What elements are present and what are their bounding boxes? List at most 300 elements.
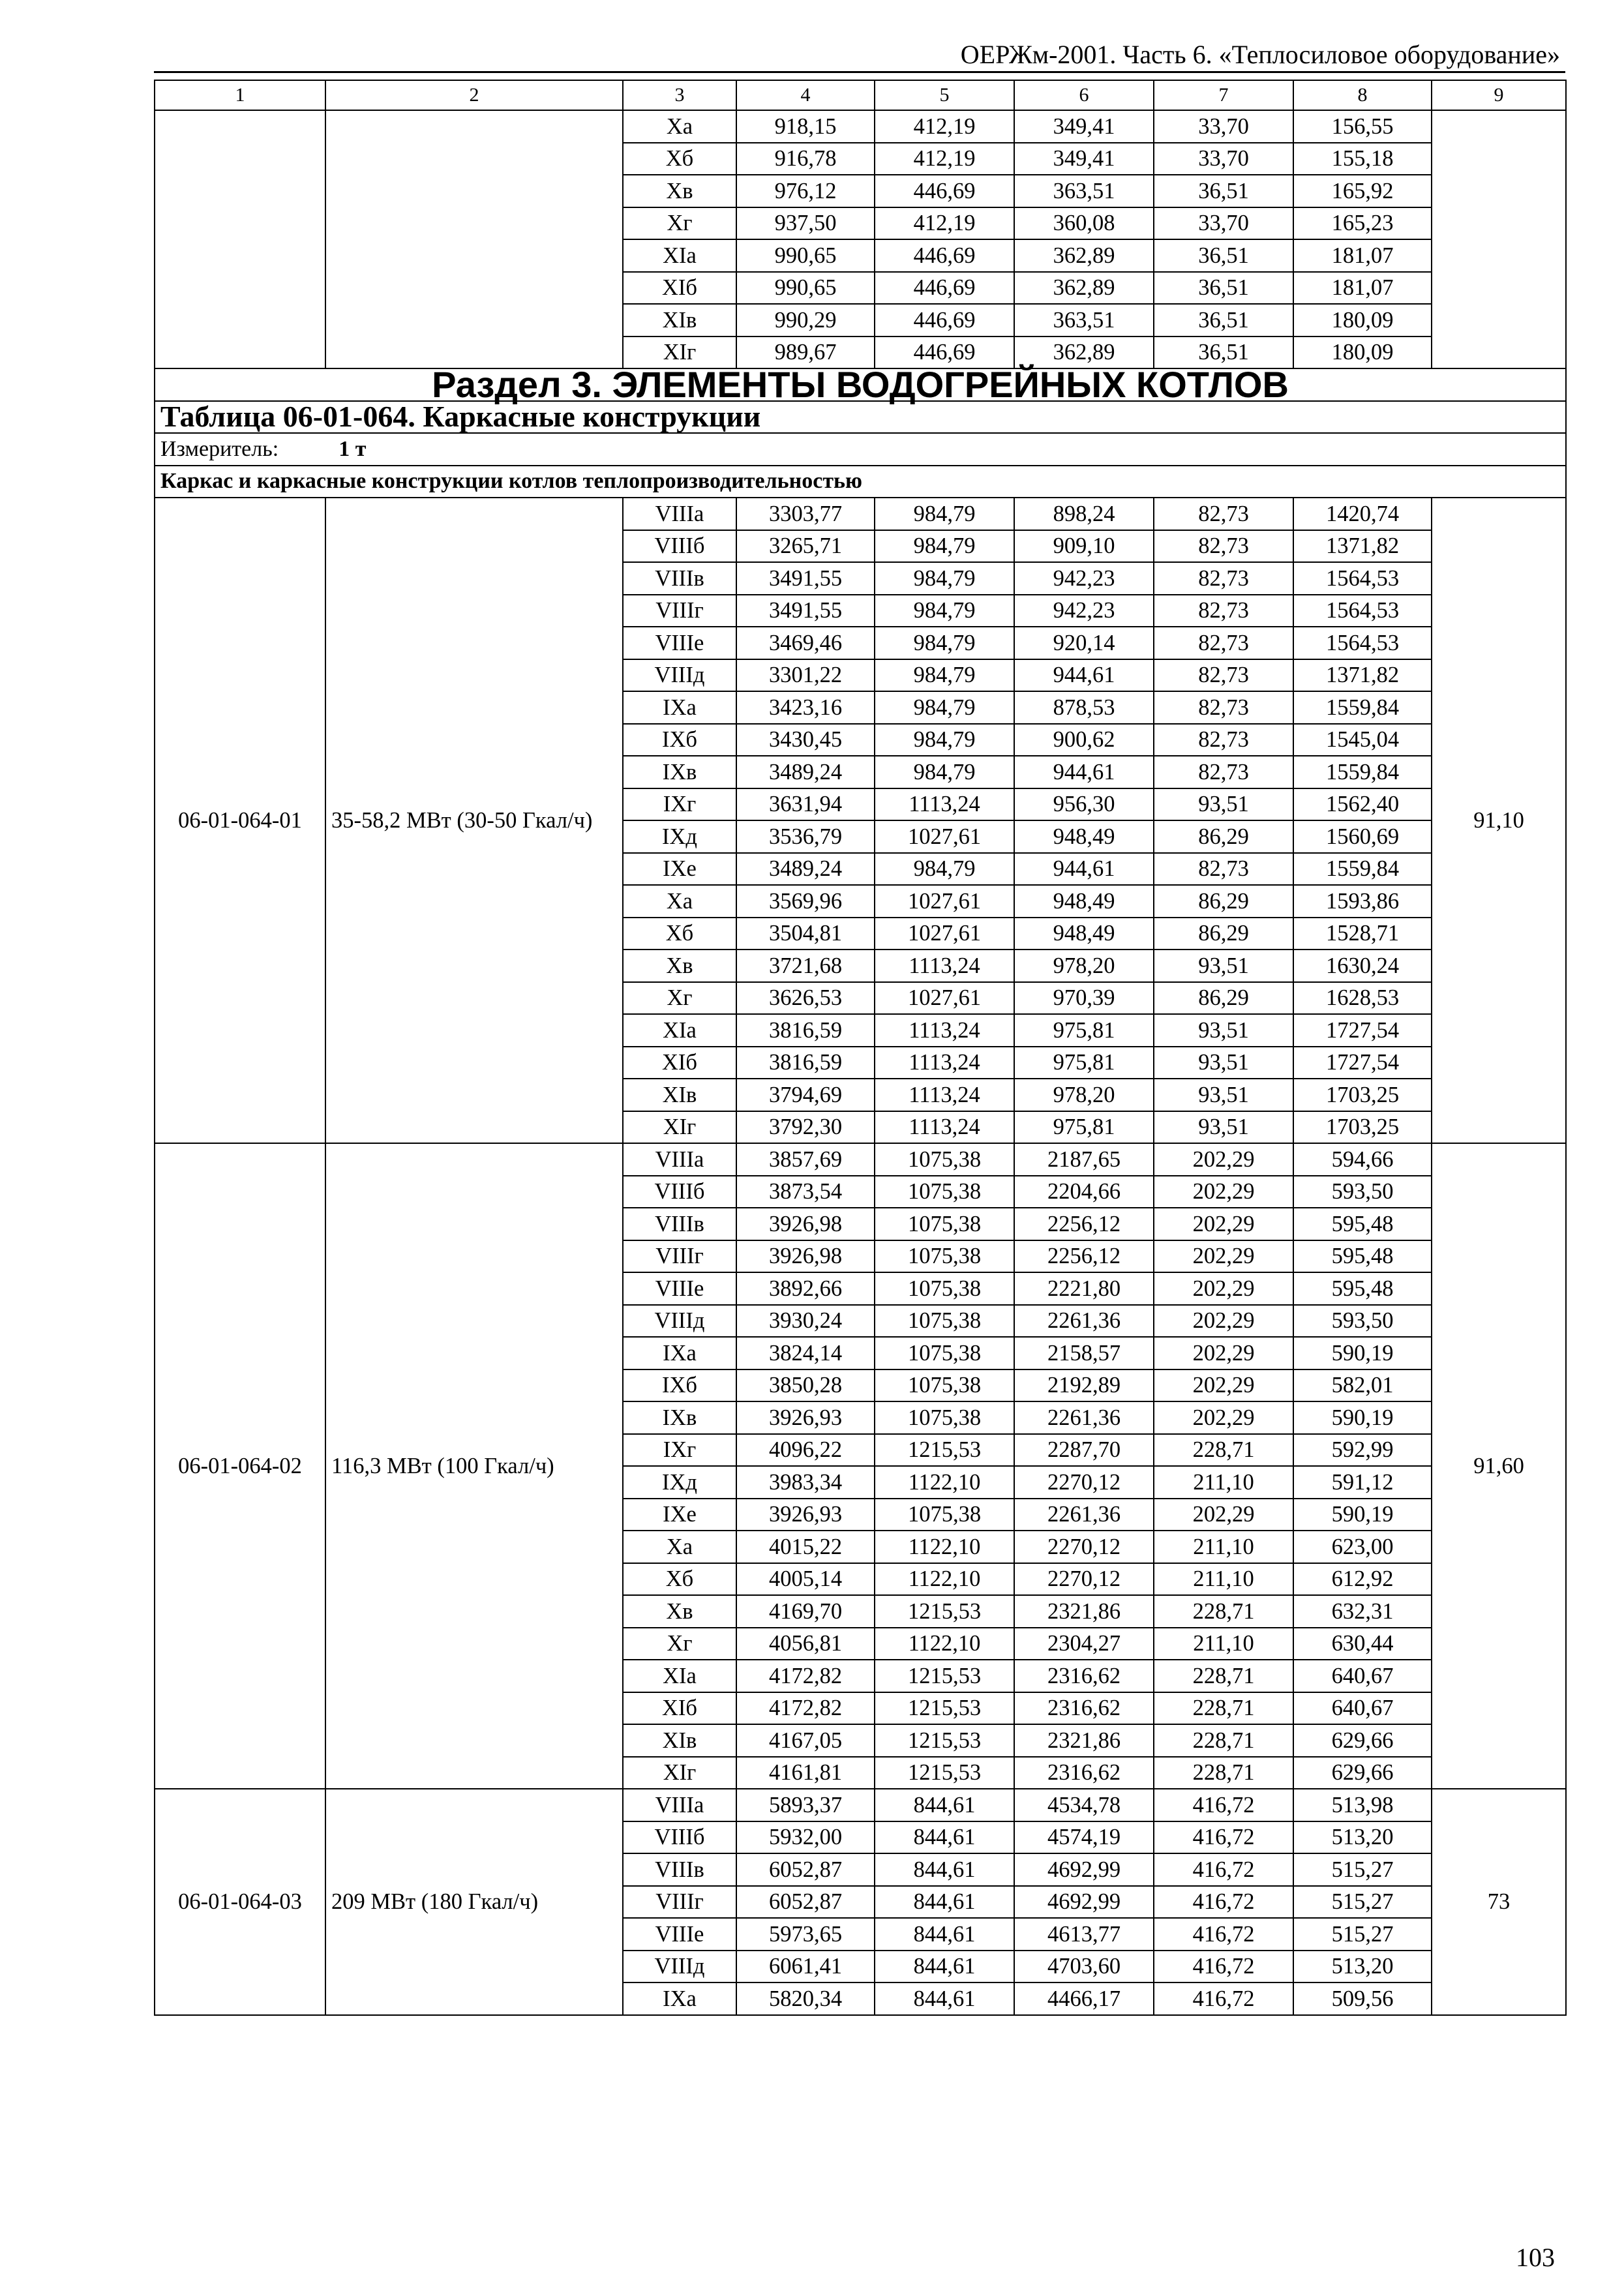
data-cell: 2270,12 — [1014, 1466, 1154, 1499]
data-cell: 3303,77 — [736, 498, 875, 530]
data-cell: 363,51 — [1014, 175, 1154, 207]
data-cell: 948,49 — [1014, 918, 1154, 950]
data-cell: 515,27 — [1293, 1886, 1432, 1919]
data-cell: 956,30 — [1014, 788, 1154, 821]
data-cell: IXг — [623, 788, 736, 821]
data-cell: 909,10 — [1014, 530, 1154, 563]
data-cell: 944,61 — [1014, 853, 1154, 886]
data-cell: Xг — [623, 982, 736, 1015]
data-cell: 362,89 — [1014, 239, 1154, 272]
data-cell: 1371,82 — [1293, 530, 1432, 563]
subheading: Каркас и каркасные конструкции котлов теплопроизводительностью — [155, 466, 1566, 498]
data-cell: 3857,69 — [736, 1143, 875, 1176]
data-cell: 1564,53 — [1293, 595, 1432, 627]
data-cell: XIв — [623, 304, 736, 337]
data-cell: 228,71 — [1154, 1757, 1293, 1789]
data-cell: 1703,25 — [1293, 1111, 1432, 1144]
data-cell: 1630,24 — [1293, 950, 1432, 982]
data-cell: VIIIа — [623, 1789, 736, 1821]
data-cell: 1075,38 — [875, 1499, 1014, 1531]
measure-cell — [155, 433, 1566, 466]
data-cell: 1113,24 — [875, 1111, 1014, 1144]
data-cell: 446,69 — [875, 175, 1014, 207]
data-cell: 595,48 — [1293, 1208, 1432, 1240]
data-cell: 82,73 — [1154, 562, 1293, 595]
data-cell: 2221,80 — [1014, 1272, 1154, 1305]
data-cell: 1560,69 — [1293, 820, 1432, 853]
data-cell: 4692,99 — [1014, 1853, 1154, 1886]
data-cell: 844,61 — [875, 1951, 1014, 1983]
column-number: 5 — [875, 80, 1014, 110]
column-number: 7 — [1154, 80, 1293, 110]
data-cell: IXе — [623, 853, 736, 886]
data-cell: 93,51 — [1154, 788, 1293, 821]
data-cell: 2256,12 — [1014, 1208, 1154, 1240]
data-cell: 4466,17 — [1014, 1982, 1154, 2015]
data-cell: 990,65 — [736, 239, 875, 272]
data-cell: 211,10 — [1154, 1628, 1293, 1660]
data-cell: VIIIа — [623, 498, 736, 530]
data-cell: XIб — [623, 1047, 736, 1079]
data-cell: 36,51 — [1154, 304, 1293, 337]
data-cell: 4161,81 — [736, 1757, 875, 1789]
data-cell: 211,10 — [1154, 1531, 1293, 1563]
data-cell: 975,81 — [1014, 1047, 1154, 1079]
data-cell: 3850,28 — [736, 1369, 875, 1402]
data-cell: 1215,53 — [875, 1660, 1014, 1692]
data-cell: 1215,53 — [875, 1595, 1014, 1628]
data-cell: 202,29 — [1154, 1337, 1293, 1369]
data-cell: VIIIг — [623, 595, 736, 627]
data-cell: 984,79 — [875, 562, 1014, 595]
data-cell: 1215,53 — [875, 1724, 1014, 1757]
data-cell: 844,61 — [875, 1982, 1014, 2015]
description-cell: 35-58,2 МВт (30-50 Гкал/ч) — [325, 498, 623, 1143]
data-cell: 1027,61 — [875, 820, 1014, 853]
data-cell: 3983,34 — [736, 1466, 875, 1499]
data-cell: 2270,12 — [1014, 1563, 1154, 1596]
data-cell: 944,61 — [1014, 756, 1154, 788]
data-cell: 1420,74 — [1293, 498, 1432, 530]
data-cell: 990,65 — [736, 272, 875, 305]
description-cell — [325, 110, 623, 368]
data-cell: 3301,22 — [736, 659, 875, 692]
data-cell: 4172,82 — [736, 1660, 875, 1692]
column-number: 4 — [736, 80, 875, 110]
data-cell: 2204,66 — [1014, 1176, 1154, 1208]
data-cell: 412,19 — [875, 110, 1014, 143]
measure-label: Измеритель: — [160, 436, 279, 461]
data-cell: 82,73 — [1154, 595, 1293, 627]
data-cell: 640,67 — [1293, 1692, 1432, 1725]
data-cell: 1628,53 — [1293, 982, 1432, 1015]
column-number: 3 — [623, 80, 736, 110]
data-cell: 990,29 — [736, 304, 875, 337]
data-cell: 156,55 — [1293, 110, 1432, 143]
data-cell: 33,70 — [1154, 110, 1293, 143]
data-cell: 2316,62 — [1014, 1692, 1154, 1725]
data-cell: XIа — [623, 1660, 736, 1692]
data-cell: 878,53 — [1014, 691, 1154, 724]
data-cell: 1075,38 — [875, 1401, 1014, 1434]
data-cell: XIв — [623, 1079, 736, 1111]
data-cell: 228,71 — [1154, 1724, 1293, 1757]
column-number: 9 — [1432, 80, 1566, 110]
data-cell: 2304,27 — [1014, 1628, 1154, 1660]
data-cell: IXа — [623, 1337, 736, 1369]
table-row — [155, 1143, 1566, 1176]
data-cell: 3926,98 — [736, 1240, 875, 1273]
data-cell: 4692,99 — [1014, 1886, 1154, 1919]
data-cell: 181,07 — [1293, 272, 1432, 305]
data-cell: IXа — [623, 691, 736, 724]
data-cell: 2256,12 — [1014, 1240, 1154, 1273]
data-cell: 416,72 — [1154, 1821, 1293, 1854]
data-cell: Xа — [623, 885, 736, 918]
data-cell: Xб — [623, 918, 736, 950]
table-row — [155, 1789, 1566, 1821]
data-cell: 1528,71 — [1293, 918, 1432, 950]
data-cell: 446,69 — [875, 272, 1014, 305]
data-cell: 978,20 — [1014, 950, 1154, 982]
data-cell: 86,29 — [1154, 885, 1293, 918]
data-cell: 984,79 — [875, 659, 1014, 692]
data-cell: IXд — [623, 820, 736, 853]
data-cell: 1559,84 — [1293, 691, 1432, 724]
data-cell: 82,73 — [1154, 530, 1293, 563]
data-cell: 975,81 — [1014, 1014, 1154, 1047]
data-cell: 590,19 — [1293, 1499, 1432, 1531]
data-cell: 82,73 — [1154, 691, 1293, 724]
data-cell: 181,07 — [1293, 239, 1432, 272]
data-cell: 948,49 — [1014, 820, 1154, 853]
description-cell: 116,3 МВт (100 Гкал/ч) — [325, 1143, 623, 1789]
data-cell: 3569,96 — [736, 885, 875, 918]
data-cell: 1564,53 — [1293, 562, 1432, 595]
data-cell: 6052,87 — [736, 1853, 875, 1886]
data-cell: 3926,93 — [736, 1499, 875, 1531]
data-cell: 416,72 — [1154, 1951, 1293, 1983]
data-cell: 509,56 — [1293, 1982, 1432, 2015]
data-cell: Xв — [623, 175, 736, 207]
data-cell: 82,73 — [1154, 756, 1293, 788]
data-cell: 3873,54 — [736, 1176, 875, 1208]
data-cell: 623,00 — [1293, 1531, 1432, 1563]
data-cell: 3824,14 — [736, 1337, 875, 1369]
data-cell: 844,61 — [875, 1918, 1014, 1951]
data-cell: 1075,38 — [875, 1143, 1014, 1176]
data-cell: 898,24 — [1014, 498, 1154, 530]
data-cell: 3265,71 — [736, 530, 875, 563]
data-cell: 2261,36 — [1014, 1499, 1154, 1531]
data-cell: 86,29 — [1154, 918, 1293, 950]
data-cell: VIIIв — [623, 562, 736, 595]
data-cell: 349,41 — [1014, 143, 1154, 175]
data-cell: 3794,69 — [736, 1079, 875, 1111]
data-cell: 202,29 — [1154, 1143, 1293, 1176]
data-cell: 1122,10 — [875, 1628, 1014, 1660]
data-cell: 4172,82 — [736, 1692, 875, 1725]
data-cell: 363,51 — [1014, 304, 1154, 337]
data-cell: Xа — [623, 110, 736, 143]
data-cell: 1113,24 — [875, 1079, 1014, 1111]
data-cell: Xа — [623, 1531, 736, 1563]
data-cell: 362,89 — [1014, 337, 1154, 369]
data-cell: 3491,55 — [736, 562, 875, 595]
data-cell: 165,23 — [1293, 207, 1432, 240]
data-cell: VIIIв — [623, 1208, 736, 1240]
data-cell: 228,71 — [1154, 1692, 1293, 1725]
data-cell: 4056,81 — [736, 1628, 875, 1660]
data-cell: 1559,84 — [1293, 756, 1432, 788]
data-cell: 593,50 — [1293, 1176, 1432, 1208]
data-cell: VIIIг — [623, 1240, 736, 1273]
data-cell: 362,89 — [1014, 272, 1154, 305]
data-cell: Xб — [623, 1563, 736, 1596]
data-cell: 1593,86 — [1293, 885, 1432, 918]
data-cell: VIIIе — [623, 1918, 736, 1951]
data-cell: 970,39 — [1014, 982, 1154, 1015]
data-cell: 1027,61 — [875, 918, 1014, 950]
data-cell: 942,23 — [1014, 595, 1154, 627]
data-cell: 595,48 — [1293, 1272, 1432, 1305]
data-cell: 33,70 — [1154, 143, 1293, 175]
section-title-row — [155, 368, 1566, 401]
data-cell: 2321,86 — [1014, 1595, 1154, 1628]
data-cell: 900,62 — [1014, 724, 1154, 756]
data-cell: 202,29 — [1154, 1305, 1293, 1338]
data-cell: 984,79 — [875, 853, 1014, 886]
data-cell: VIIIд — [623, 1305, 736, 1338]
data-cell: 82,73 — [1154, 724, 1293, 756]
data-cell: 1122,10 — [875, 1466, 1014, 1499]
data-cell: 412,19 — [875, 207, 1014, 240]
data-cell: 202,29 — [1154, 1401, 1293, 1434]
data-cell: 2192,89 — [1014, 1369, 1154, 1402]
data-cell: 591,12 — [1293, 1466, 1432, 1499]
data-cell: 3926,93 — [736, 1401, 875, 1434]
col9-cell — [1432, 110, 1566, 368]
data-cell: VIIIе — [623, 627, 736, 659]
data-cell: VIIIе — [623, 1272, 736, 1305]
data-cell: IXа — [623, 1982, 736, 2015]
data-cell: 5820,34 — [736, 1982, 875, 2015]
data-cell: 5973,65 — [736, 1918, 875, 1951]
table-title: Таблица 06-01-064. Каркасные конструкции — [155, 401, 1566, 434]
data-cell: 3504,81 — [736, 918, 875, 950]
data-cell: IXе — [623, 1499, 736, 1531]
data-cell: 1727,54 — [1293, 1014, 1432, 1047]
data-cell: 629,66 — [1293, 1724, 1432, 1757]
data-cell: 629,66 — [1293, 1757, 1432, 1789]
data-cell: 3816,59 — [736, 1047, 875, 1079]
data-cell: 202,29 — [1154, 1499, 1293, 1531]
data-cell: 416,72 — [1154, 1886, 1293, 1919]
data-cell: 1113,24 — [875, 950, 1014, 982]
data-cell: 2261,36 — [1014, 1305, 1154, 1338]
data-cell: 590,19 — [1293, 1337, 1432, 1369]
data-cell: XIа — [623, 1014, 736, 1047]
data-cell: 2316,62 — [1014, 1757, 1154, 1789]
data-cell: 4167,05 — [736, 1724, 875, 1757]
data-cell: 640,67 — [1293, 1660, 1432, 1692]
data-cell: 984,79 — [875, 530, 1014, 563]
data-cell: 5932,00 — [736, 1821, 875, 1854]
data-cell: 595,48 — [1293, 1240, 1432, 1273]
data-cell: 3430,45 — [736, 724, 875, 756]
data-cell: VIIIб — [623, 1176, 736, 1208]
data-cell: 4534,78 — [1014, 1789, 1154, 1821]
data-cell: 416,72 — [1154, 1918, 1293, 1951]
data-cell: 82,73 — [1154, 498, 1293, 530]
data-cell: 1564,53 — [1293, 627, 1432, 659]
data-cell: IXб — [623, 1369, 736, 1402]
data-cell: 3491,55 — [736, 595, 875, 627]
data-cell: 1559,84 — [1293, 853, 1432, 886]
data-cell: 1215,53 — [875, 1692, 1014, 1725]
data-cell: 36,51 — [1154, 272, 1293, 305]
data-cell: 1075,38 — [875, 1337, 1014, 1369]
data-cell: 202,29 — [1154, 1208, 1293, 1240]
data-cell: VIIIв — [623, 1853, 736, 1886]
data-cell: 582,01 — [1293, 1369, 1432, 1402]
data-cell: 844,61 — [875, 1821, 1014, 1854]
data-cell: 1371,82 — [1293, 659, 1432, 692]
data-cell: XIг — [623, 1111, 736, 1144]
data-cell: XIв — [623, 1724, 736, 1757]
data-cell: 228,71 — [1154, 1434, 1293, 1467]
data-cell: 2270,12 — [1014, 1531, 1154, 1563]
code-cell: 06-01-064-01 — [155, 498, 325, 1143]
data-cell: 6061,41 — [736, 1951, 875, 1983]
data-cell: VIIIб — [623, 1821, 736, 1854]
data-cell: 3930,24 — [736, 1305, 875, 1338]
data-cell: 976,12 — [736, 175, 875, 207]
data-cell: VIIIд — [623, 1951, 736, 1983]
data-cell: 844,61 — [875, 1789, 1014, 1821]
data-cell: 4574,19 — [1014, 1821, 1154, 1854]
data-cell: 1122,10 — [875, 1531, 1014, 1563]
data-cell: 1075,38 — [875, 1272, 1014, 1305]
data-cell: 4613,77 — [1014, 1918, 1154, 1951]
table-row — [155, 498, 1566, 530]
data-cell: 155,18 — [1293, 143, 1432, 175]
code-cell — [155, 110, 325, 368]
data-cell: 1113,24 — [875, 1014, 1014, 1047]
data-cell: 33,70 — [1154, 207, 1293, 240]
running-header: ОЕРЖм-2001. Часть 6. «Теплосиловое оборудование» — [154, 37, 1565, 73]
data-cell: 349,41 — [1014, 110, 1154, 143]
data-cell: 416,72 — [1154, 1853, 1293, 1886]
data-cell: IXг — [623, 1434, 736, 1467]
data-cell: 180,09 — [1293, 337, 1432, 369]
data-cell: 446,69 — [875, 337, 1014, 369]
data-cell: 3926,98 — [736, 1208, 875, 1240]
data-cell: 3489,24 — [736, 853, 875, 886]
table-row — [155, 110, 1566, 143]
column-number: 2 — [325, 80, 623, 110]
data-cell: 1075,38 — [875, 1176, 1014, 1208]
column-number: 8 — [1293, 80, 1432, 110]
data-cell: 3469,46 — [736, 627, 875, 659]
data-cell: 937,50 — [736, 207, 875, 240]
data-cell: 984,79 — [875, 724, 1014, 756]
data-cell: 202,29 — [1154, 1176, 1293, 1208]
data-cell: 513,20 — [1293, 1821, 1432, 1854]
data-cell: 515,27 — [1293, 1853, 1432, 1886]
col9-cell: 91,60 — [1432, 1143, 1566, 1789]
col9-cell: 73 — [1432, 1789, 1566, 2015]
data-cell: 6052,87 — [736, 1886, 875, 1919]
measure-unit: 1 т — [338, 436, 367, 461]
data-cell: XIб — [623, 1692, 736, 1725]
data-cell: 1027,61 — [875, 885, 1014, 918]
data-cell: 180,09 — [1293, 304, 1432, 337]
data-cell: 2316,62 — [1014, 1660, 1154, 1692]
data-cell: IXб — [623, 724, 736, 756]
table-title-row — [155, 401, 1566, 434]
data-cell: XIг — [623, 337, 736, 369]
data-cell: 86,29 — [1154, 820, 1293, 853]
data-cell: 4015,22 — [736, 1531, 875, 1563]
data-cell: 3489,24 — [736, 756, 875, 788]
data-cell: 3631,94 — [736, 788, 875, 821]
data-cell: 446,69 — [875, 239, 1014, 272]
data-cell: VIIIа — [623, 1143, 736, 1176]
column-number-row — [155, 80, 1566, 110]
price-table — [154, 80, 1567, 2016]
data-cell: 1215,53 — [875, 1434, 1014, 1467]
subheading-row — [155, 466, 1566, 498]
data-cell: 916,78 — [736, 143, 875, 175]
data-cell: 446,69 — [875, 304, 1014, 337]
data-cell: 3892,66 — [736, 1272, 875, 1305]
data-cell: 4703,60 — [1014, 1951, 1154, 1983]
data-cell: Xг — [623, 207, 736, 240]
data-cell: 844,61 — [875, 1853, 1014, 1886]
data-cell: 93,51 — [1154, 1079, 1293, 1111]
data-cell: 630,44 — [1293, 1628, 1432, 1660]
data-cell: 86,29 — [1154, 982, 1293, 1015]
data-cell: 920,14 — [1014, 627, 1154, 659]
data-cell: XIб — [623, 272, 736, 305]
data-cell: Xб — [623, 143, 736, 175]
data-cell: 36,51 — [1154, 175, 1293, 207]
data-cell: 93,51 — [1154, 1014, 1293, 1047]
data-cell: 202,29 — [1154, 1240, 1293, 1273]
data-cell: 918,15 — [736, 110, 875, 143]
data-cell: 984,79 — [875, 627, 1014, 659]
data-cell: 592,99 — [1293, 1434, 1432, 1467]
data-cell: 984,79 — [875, 595, 1014, 627]
data-cell: 944,61 — [1014, 659, 1154, 692]
data-cell: 1727,54 — [1293, 1047, 1432, 1079]
data-cell: 942,23 — [1014, 562, 1154, 595]
description-cell: 209 МВт (180 Гкал/ч) — [325, 1789, 623, 2015]
data-cell: 2287,70 — [1014, 1434, 1154, 1467]
data-cell: 3816,59 — [736, 1014, 875, 1047]
column-number: 1 — [155, 80, 325, 110]
data-cell: 1075,38 — [875, 1208, 1014, 1240]
data-cell: 5893,37 — [736, 1789, 875, 1821]
data-cell: 984,79 — [875, 691, 1014, 724]
data-cell: 2261,36 — [1014, 1401, 1154, 1434]
data-cell: 2158,57 — [1014, 1337, 1154, 1369]
data-cell: 3721,68 — [736, 950, 875, 982]
column-number: 6 — [1014, 80, 1154, 110]
data-cell: 513,98 — [1293, 1789, 1432, 1821]
data-cell: XIа — [623, 239, 736, 272]
